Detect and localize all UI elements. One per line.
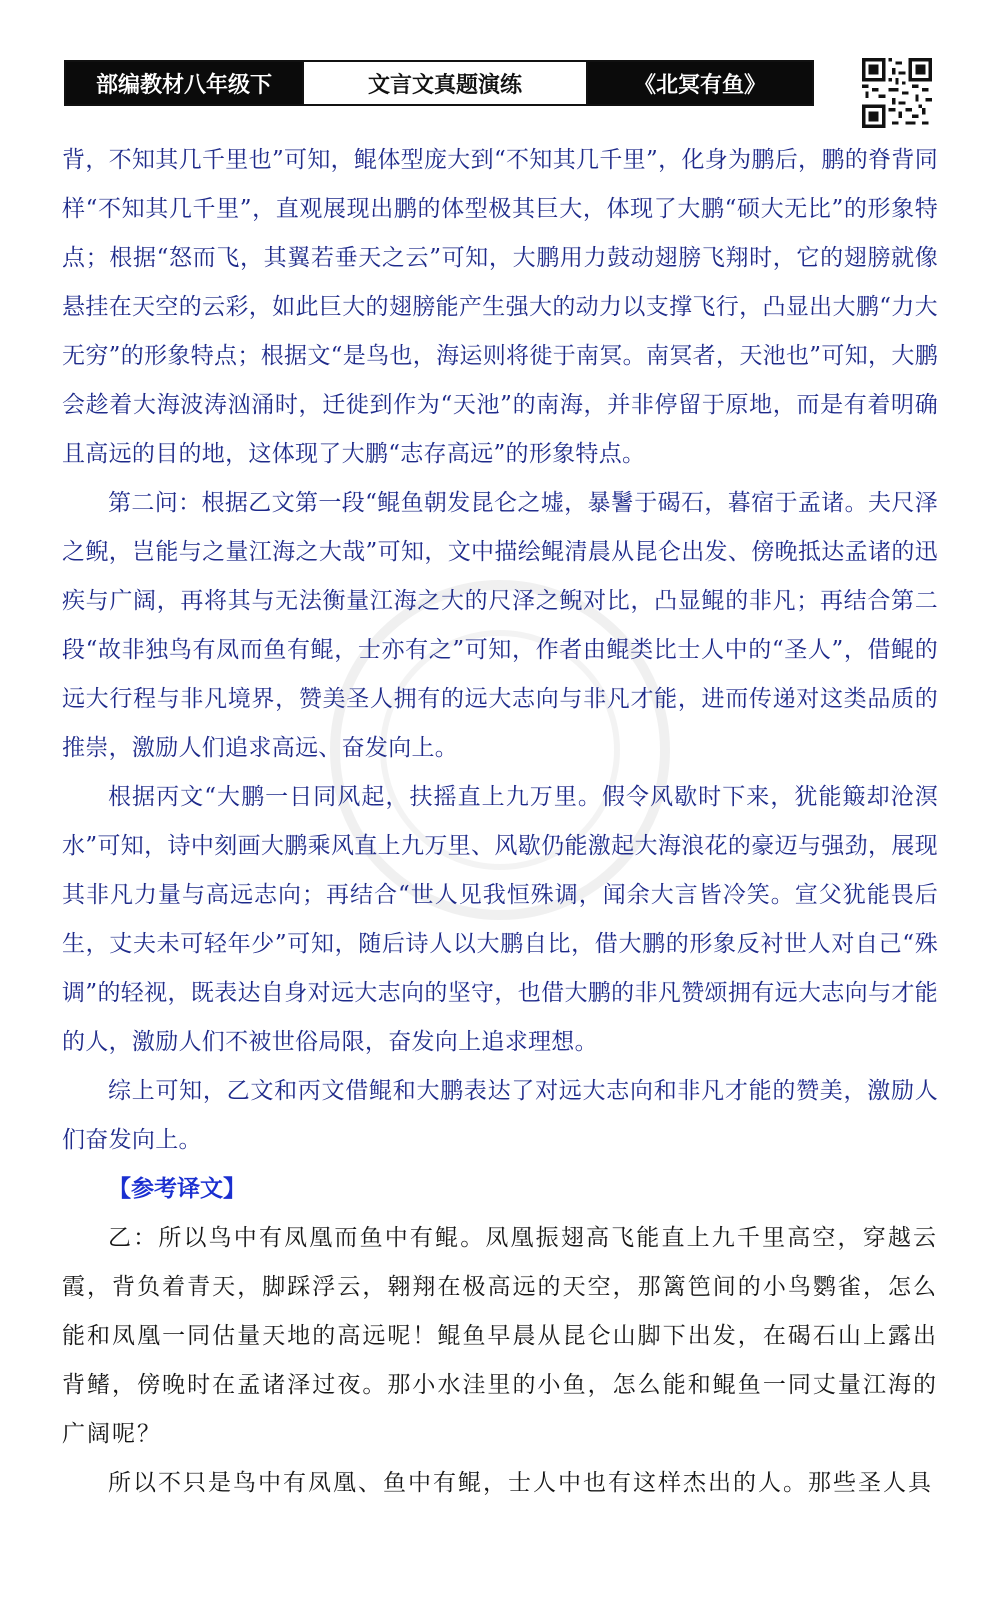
header-lesson-title: 《北冥有鱼》 bbox=[588, 62, 812, 104]
reference-translation-heading: 【参考译文】 bbox=[108, 1176, 246, 1202]
analysis-paragraph: 第二问：根据乙文第一段“鲲鱼朝发昆仑之墟，暴鬐于碣石，暮宿于孟诸。夫尺泽之鲵，岂能与之量江海之大哉”可知，文中描绘鲲清晨从昆仑出发、傍晚抵达孟诸的迅疾与广阔，再将其与无法衡量江海之大的尺泽之鲵对比，凸显鲲的非凡；再结合第二段“故非独鸟有凤而鱼有鲲，士亦有之”可知，作者由鲲类比士人中的“圣人”，借鲲的远大行程与非凡境界，赞美圣人拥有的远大志向与非凡才能，进而传递对这类品质的推崇，激励人们追求高远、奋发向上。 bbox=[62, 490, 938, 761]
analysis-paragraph: 背，不知其几千里也”可知，鲲体型庞大到“不知其几千里”，化身为鹏后，鹏的脊背同样“不知其几千里”，直观展现出鹏的体型极其巨大，体现了大鹏“硕大无比”的形象特点；根据“怒而飞，其翼若垂天之云”可知，大鹏用力鼓动翅膀飞翔时，它的翅膀就像悬挂在天空的云彩，如此巨大的翅膀能产生强大的动力以支撑飞行，凸显出大鹏“力大无穷”的形象特点；根据文“是鸟也，海运则将徙于南冥。南冥者，天池也”可知，大鹏会趁着大海波涛汹涌时，迁徙到作为“天池”的南海，并非停留于原地，而是有着明确且高远的目的地，这体现了大鹏“志存高远”的形象特点。 bbox=[62, 147, 938, 467]
analysis-paragraph: 综上可知，乙文和丙文借鲲和大鹏表达了对远大志向和非凡才能的赞美，激励人们奋发向上。 bbox=[62, 1078, 938, 1153]
document-body bbox=[62, 136, 938, 1508]
analysis-paragraph: 根据丙文“大鹏一日同风起，扶摇直上九万里。假令风歇时下来，犹能簸却沧溟水”可知，诗中刻画大鹏乘风直上九万里、风歇仍能激起大海浪花的豪迈与强劲，展现其非凡力量与高远志向；再结合“世人见我恒殊调，闻余大言皆冷笑。宣父犹能畏后生，丈夫未可轻年少”可知，随后诗人以大鹏自比，借大鹏的形象反衬世人对自己“殊调”的轻视，既表达自身对远大志向的坚守，也借大鹏的非凡赞颂拥有远大志向与才能的人，激励人们不被世俗局限，奋发向上追求理想。 bbox=[62, 784, 938, 1055]
header-bar bbox=[64, 60, 814, 106]
translation-paragraph: 乙：所以鸟中有凤凰而鱼中有鲲。凤凰振翅高飞能直上九千里高空，穿越云霞，背负着青天，脚踩浮云，翱翔在极高远的天空，那篱笆间的小鸟鹦雀，怎么能和凤凰一同估量天地的高远呢！鲲鱼早晨从昆仑山脚下出发，在碣石山上露出背鳍，傍晚时在孟诸泽过夜。那小水洼里的小鱼，怎么能和鲲鱼一同丈量江海的广阔呢？ bbox=[62, 1225, 938, 1447]
translation-paragraph: 所以不只是鸟中有凤凰、鱼中有鲲，士人中也有这样杰出的人。那些圣人具 bbox=[108, 1470, 933, 1496]
qr-code-icon bbox=[862, 58, 932, 128]
header-grade-label: 部编教材八年级下 bbox=[66, 62, 302, 104]
header-section-title: 文言文真题演练 bbox=[302, 62, 588, 104]
